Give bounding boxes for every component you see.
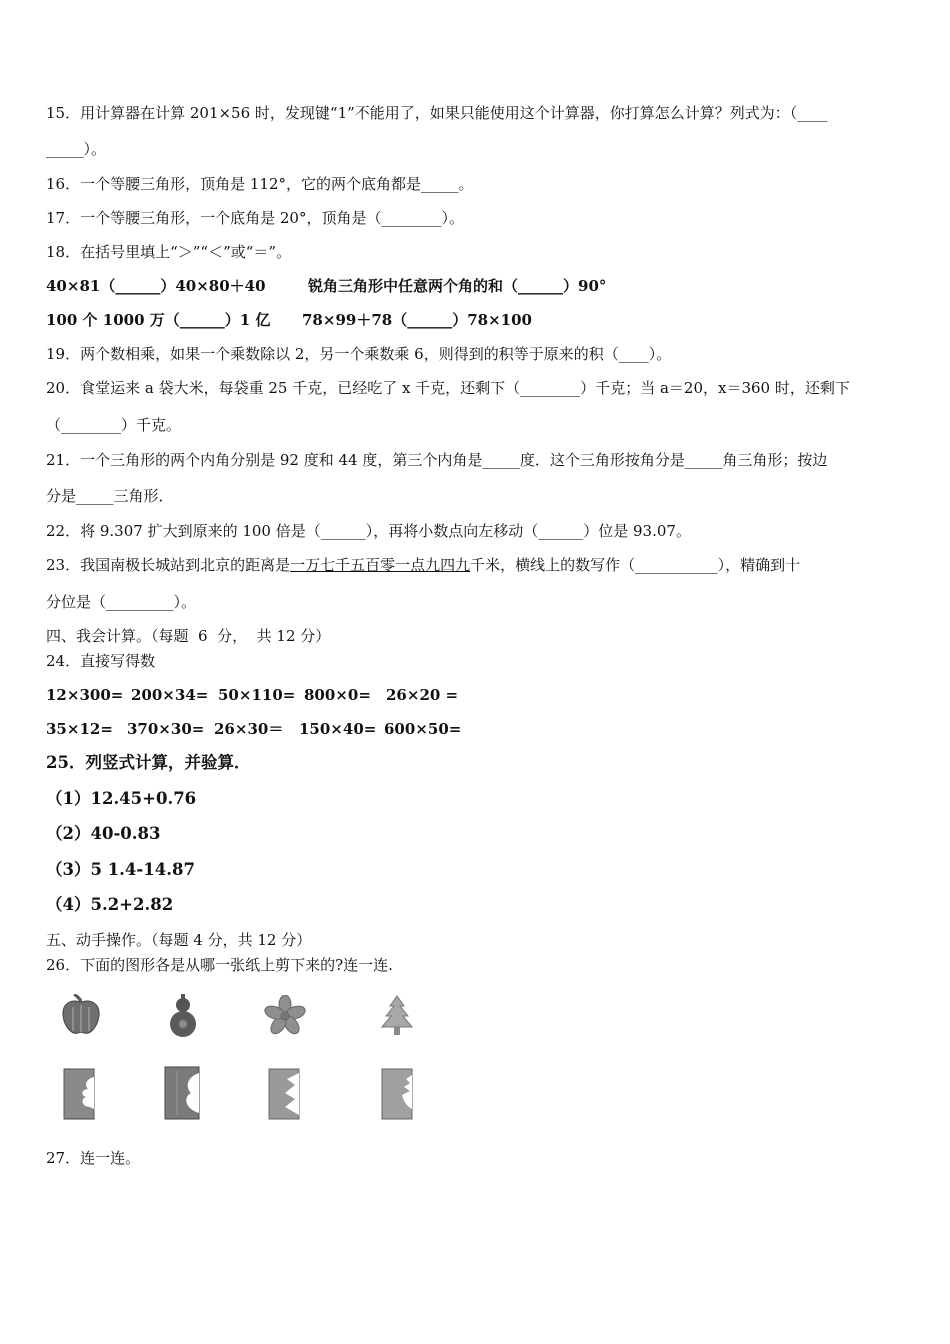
q23-line1 bbox=[46, 555, 800, 575]
paper-2-shape-icon[interactable] bbox=[161, 1065, 203, 1121]
q21-line2: 分是_____三角形． bbox=[46, 487, 174, 505]
q20-line1: 20．食堂运来 a 袋大米，每袋重 25 千克，已经吃了 x 千克，还剩下（________）千克；当 a＝20，x＝360 时，还剩下 bbox=[46, 379, 850, 397]
q25-item-1: （1）12.45+0.76 bbox=[46, 789, 197, 808]
section-5-heading: 五、动手操作。（每题 4 分，共 12 分） bbox=[46, 931, 312, 949]
q24-r2-c1: 35×12= bbox=[46, 720, 113, 738]
q20-line2: （________）千克。 bbox=[46, 416, 182, 434]
paper-4-shape-icon[interactable] bbox=[378, 1067, 416, 1121]
q17: 17．一个等腰三角形，一个底角是 20°，顶角是（________）。 bbox=[46, 209, 464, 227]
section-4-heading: 四、我会计算。（每题 6 分， 共 12 分） bbox=[46, 627, 331, 645]
q25-item-2: （2）40-0.83 bbox=[46, 824, 161, 843]
q24-r2-c5: 600×50= bbox=[384, 720, 462, 738]
q24-r1-c5: 26×20 = bbox=[386, 686, 459, 704]
q24-title: 24．直接写得数 bbox=[46, 652, 156, 670]
q24-r1-c2: 200×34= bbox=[131, 686, 209, 704]
q27: 27．连一连。 bbox=[46, 1149, 141, 1167]
q24-r1-c1: 12×300= bbox=[46, 686, 124, 704]
paper-3-shape-icon[interactable] bbox=[265, 1067, 303, 1121]
q15-line1: 15．用计算器在计算 201×56 时，发现键“1”不能用了，如果只能使用这个计算器，你打算怎么计算？列式为：（____ bbox=[46, 104, 828, 122]
q26-title: 26．下面的图形各是从哪一张纸上剪下来的?连一连. bbox=[46, 956, 393, 974]
q22: 22．将 9.307 扩大到原来的 100 倍是（______），再将小数点向左移动（______）位是 93.07。 bbox=[46, 522, 691, 540]
flower-shape-icon[interactable] bbox=[262, 995, 308, 1037]
q23-underlined: 一万七千五百零一点九四九 bbox=[290, 556, 471, 574]
q18-row2-left: 100 个 1000 万（______）1 亿 bbox=[46, 311, 271, 329]
paper-1-shape-icon[interactable] bbox=[60, 1067, 98, 1121]
q15-line2: _____）。 bbox=[46, 140, 107, 158]
q24-r2-c4: 150×40= bbox=[299, 720, 377, 738]
q24-r1-c3: 50×110= bbox=[218, 686, 296, 704]
q18-title: 18．在括号里填上“＞”“＜”或“＝”。 bbox=[46, 243, 292, 261]
q18-row2-right: 78×99＋78（______）78×100 bbox=[302, 311, 532, 329]
q25-item-4: （4）5.2+2.82 bbox=[46, 895, 174, 914]
apple-shape-icon[interactable] bbox=[58, 993, 104, 1039]
q25-item-3: （3）5 1.4-14.87 bbox=[46, 860, 195, 879]
tree-shape-icon[interactable] bbox=[377, 994, 417, 1038]
q18-row1-left: 40×81（______）40×80＋40 bbox=[46, 277, 266, 295]
q23-line2: 分位是（_________）。 bbox=[46, 593, 197, 611]
q16: 16．一个等腰三角形，顶角是 112°，它的两个底角都是_____。 bbox=[46, 175, 474, 193]
q25-title: 25．列竖式计算，并验算． bbox=[46, 753, 251, 772]
q21-line1: 21．一个三角形的两个内角分别是 92 度和 44 度，第三个内角是_____度．这个三角形按角分是_____角三角形；按边 bbox=[46, 451, 828, 469]
q18-row1-right: 锐角三角形中任意两个角的和（______）90° bbox=[308, 277, 607, 295]
q24-r1-c4: 800×0= bbox=[304, 686, 371, 704]
q23-pre: 23．我国南极长城站到北京的距离是 bbox=[46, 556, 291, 574]
q23-post: 千米，横线上的数写作（___________），精确到十 bbox=[470, 556, 801, 574]
q19: 19．两个数相乘，如果一个乘数除以 2，另一个乘数乘 6，则得到的积等于原来的积（____）。 bbox=[46, 345, 672, 363]
q24-r2-c2: 370×30= bbox=[127, 720, 205, 738]
gourd-shape-icon[interactable] bbox=[162, 993, 204, 1039]
q24-r2-c3: 26×30＝ bbox=[214, 720, 284, 738]
